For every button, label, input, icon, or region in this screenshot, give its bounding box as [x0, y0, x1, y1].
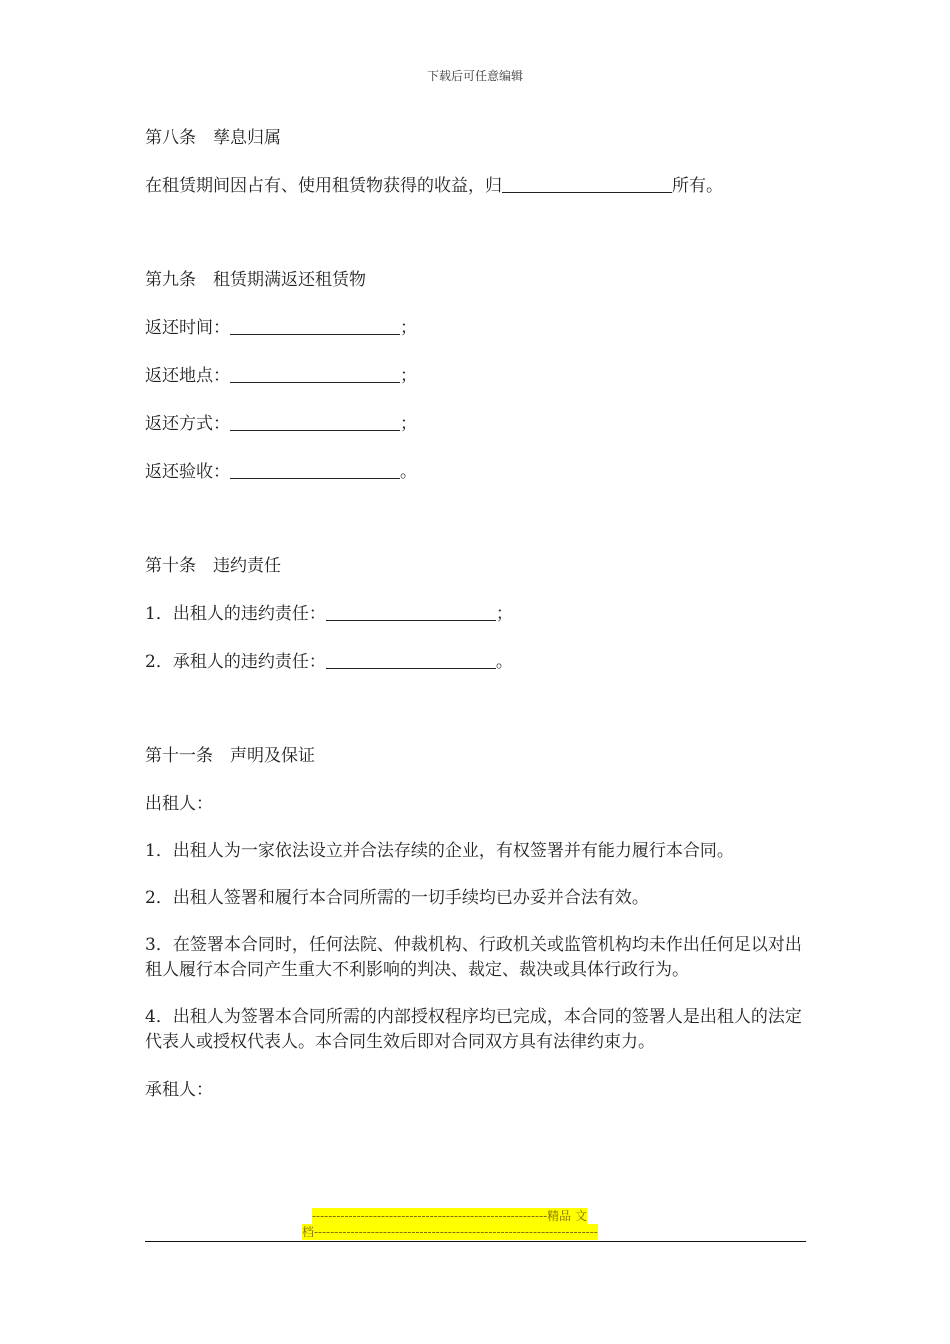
- line-end-punct: ；: [400, 366, 417, 386]
- footer-banner-line-1: ----------------------------------------------------------精品 文: [312, 1209, 587, 1223]
- article-8-title: 第八条 孳息归属: [145, 128, 281, 148]
- return-method-line: [145, 411, 810, 437]
- line-end-punct: ；: [495, 604, 513, 624]
- line-end-punct: ；: [400, 414, 417, 434]
- page-header-note: 下载后可任意编辑: [426, 69, 523, 83]
- footer-banner-line-2: 档----------------------------------------------------------------------: [302, 1225, 598, 1239]
- article-8-text: [145, 173, 810, 199]
- lessee-liability-label: 2．承租人的违约责任：: [145, 652, 326, 672]
- article-8-text-before: 在租赁期间因占有、使用租赁物获得的收益，归: [145, 176, 502, 196]
- warranty-paragraph-1: 1．出租人为一家依法设立并合法存续的企业，有权签署并有能力履行本合同。: [145, 841, 734, 861]
- return-place-blank[interactable]: [230, 365, 400, 383]
- lessee-liability-line: [145, 649, 810, 675]
- lessor-liability-line: [145, 601, 810, 627]
- warranty-paragraph-2: 2．出租人签署和履行本合同所需的一切手续均已办妥并合法有效。: [145, 888, 649, 908]
- return-inspection-label: 返还验收：: [145, 462, 230, 482]
- return-time-line: [145, 315, 810, 341]
- return-time-label: 返还时间：: [145, 318, 230, 338]
- article-9-title: 第九条 租赁期满返还租赁物: [145, 270, 366, 290]
- article-8-text-after: 所有。: [672, 176, 723, 196]
- lessee-heading: 承租人：: [145, 1080, 213, 1100]
- warranty-paragraph-4: 4．出租人为签署本合同所需的内部授权程序均已完成，本合同的签署人是出租人的法定代表人或授权代表人。本合同生效后即对合同双方具有法律约束力。: [145, 1007, 802, 1052]
- return-inspection-line: [145, 459, 810, 485]
- lessor-liability-label: 1．出租人的违约责任：: [145, 604, 326, 624]
- fill-blank[interactable]: [502, 175, 672, 193]
- lessor-liability-blank[interactable]: [326, 603, 496, 621]
- line-end-punct: 。: [495, 652, 513, 672]
- article-10-title: 第十条 违约责任: [145, 556, 281, 576]
- warranty-paragraph-3: 3．在签署本合同时，任何法院、仲裁机构、行政机关或监管机构均未作出任何足以对出租人履行本合同产生重大不利影响的判决、裁定、裁决或具体行政行为。: [145, 935, 802, 980]
- lessor-heading: 出租人：: [145, 794, 213, 814]
- return-method-label: 返还方式：: [145, 414, 230, 434]
- return-time-blank[interactable]: [230, 317, 400, 335]
- line-end-punct: ；: [400, 318, 417, 338]
- footer-divider: [145, 1241, 806, 1242]
- article-11-title: 第十一条 声明及保证: [145, 746, 315, 766]
- return-place-line: [145, 363, 810, 389]
- line-end-punct: 。: [400, 462, 417, 482]
- return-place-label: 返还地点：: [145, 366, 230, 386]
- lessee-liability-blank[interactable]: [326, 651, 496, 669]
- document-body: [145, 125, 810, 1125]
- return-inspection-blank[interactable]: [230, 461, 400, 479]
- return-method-blank[interactable]: [230, 413, 400, 431]
